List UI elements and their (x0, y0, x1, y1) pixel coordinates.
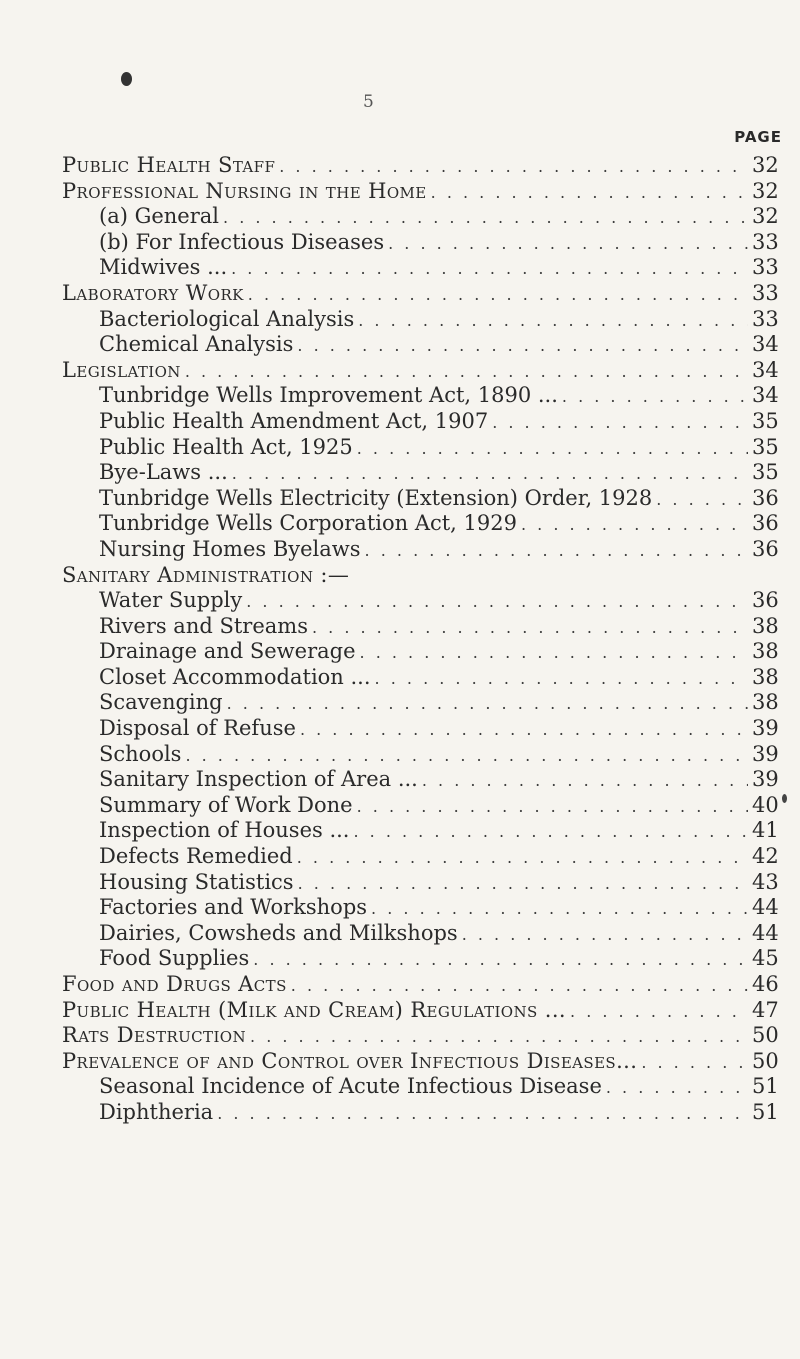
toc-entry-title: Closet Accommodation ... (99, 664, 371, 689)
toc-entry (62, 1100, 782, 1126)
toc-entry-title: Legislation (62, 357, 181, 382)
toc-entry (62, 204, 782, 230)
toc-entry-title: Sanitary Inspection of Area ... (99, 767, 418, 792)
toc-entry (62, 281, 782, 307)
toc-entry-page: 39 (752, 767, 779, 792)
toc-entry-title: (a) General (99, 204, 220, 229)
toc-entry (62, 358, 782, 384)
toc-entry-title: Tunbridge Wells Improvement Act, 1890 ... (99, 383, 558, 408)
toc-entry-page: 50 (752, 1048, 779, 1073)
toc-entry (62, 537, 782, 563)
toc-entry (62, 460, 782, 486)
toc-entry (62, 665, 782, 691)
toc-entry (62, 895, 782, 921)
dot-leader (279, 154, 748, 180)
toc-entry-page: 50 (752, 1023, 779, 1048)
dot-leader (422, 768, 748, 794)
toc-entry-title: Public Health Amendment Act, 1907 (99, 408, 489, 433)
toc-entry-page: 32 (752, 178, 779, 203)
toc-entry-title: Food and Drugs Acts (62, 972, 287, 996)
toc-entry-page: 46 (752, 972, 779, 996)
toc-entry (62, 332, 782, 358)
dot-leader (357, 436, 748, 462)
toc-entry-page: 38 (752, 664, 779, 689)
toc-entry-page: 51 (752, 1074, 779, 1099)
dot-leader (358, 308, 748, 334)
toc-entry-page: 39 (752, 741, 779, 766)
toc-entry (62, 716, 782, 742)
dot-leader (353, 819, 748, 845)
toc-entry (62, 946, 782, 972)
toc-entry (62, 972, 782, 998)
ink-blot-mark (121, 72, 132, 86)
toc-entry-title: Water Supply (99, 588, 243, 613)
toc-entry-page: 38 (752, 613, 779, 638)
dot-leader (232, 461, 748, 487)
toc-entry-title: Public Health Staff (62, 153, 276, 177)
dot-leader (217, 1101, 748, 1127)
toc-entry-title: Tunbridge Wells Corporation Act, 1929 (99, 511, 517, 536)
toc-entry (62, 998, 782, 1024)
dot-leader (570, 999, 748, 1025)
toc-entry-title: Laboratory Work (62, 280, 244, 305)
toc-entry-page: 36 (752, 511, 779, 536)
dot-leader (562, 384, 748, 410)
toc-entry-page: 41 (752, 818, 779, 843)
toc-entry-title: Food Supplies (99, 946, 250, 971)
dot-leader (641, 1050, 748, 1076)
toc-entry-title: Bacteriological Analysis (99, 306, 355, 331)
dot-leader (246, 589, 748, 615)
toc-entry-title: Prevalence of and Control over Infectious Diseases... (62, 1048, 638, 1073)
dot-leader (250, 1024, 748, 1050)
dot-leader (388, 231, 748, 257)
toc-entry-title: Tunbridge Wells Electricity (Extension) Order, 1928 (99, 485, 653, 510)
toc-entry (62, 767, 782, 793)
toc-entry (62, 921, 782, 947)
toc-entry (62, 1049, 782, 1075)
toc-entry-page: 36 (752, 536, 779, 561)
toc-entry-title: Public Health (Milk and Cream) Regulations ... (62, 997, 567, 1022)
toc-entry-page: 44 (752, 920, 779, 945)
toc-entry-page: 35 (752, 460, 779, 485)
toc-entry-title: Midwives ... (99, 255, 228, 280)
toc-entry-title: Seasonal Incidence of Acute Infectious Disease (99, 1074, 602, 1099)
dot-leader (253, 947, 748, 973)
toc-entry (62, 511, 782, 537)
toc-entry-page: 33 (752, 306, 779, 331)
dot-leader (227, 691, 748, 717)
ink-blot-mark-right (782, 794, 787, 803)
toc-entry-page: 40 (752, 792, 779, 817)
dot-leader (248, 282, 748, 308)
toc-entry-page: 32 (752, 153, 779, 177)
toc-entry-title: (b) For Infectious Diseases (99, 229, 385, 254)
dot-leader (297, 845, 748, 871)
toc-entry (62, 844, 782, 870)
dot-leader (371, 896, 748, 922)
toc-entry-page: 51 (752, 1099, 779, 1124)
dot-leader (365, 538, 748, 564)
toc-entry (62, 1023, 782, 1049)
toc-entry-page: 38 (752, 639, 779, 664)
dot-leader (492, 410, 748, 436)
toc-entry-page: 32 (752, 204, 779, 229)
dot-leader (185, 743, 748, 769)
dot-leader (312, 615, 748, 641)
toc-entry-page: 35 (752, 434, 779, 459)
toc-entry-page: 33 (752, 229, 779, 254)
toc-entry-page: 47 (752, 997, 779, 1022)
page-column-header: PAGE (734, 128, 782, 146)
dot-leader (231, 256, 748, 282)
dot-leader (431, 180, 748, 206)
dot-leader (656, 487, 748, 513)
toc-entry-page: 39 (752, 716, 779, 741)
toc-entry-title: Scavenging (99, 690, 223, 715)
toc-entry-page: 42 (752, 844, 779, 869)
toc-entry-page: 34 (752, 383, 779, 408)
toc-entry-page: 33 (752, 255, 779, 280)
dot-leader (462, 922, 748, 948)
dot-leader (223, 205, 748, 231)
toc-entry (62, 818, 782, 844)
toc-entry (62, 153, 782, 179)
toc-entry (62, 383, 782, 409)
toc-entry-title: Schools (99, 741, 182, 766)
dot-leader (521, 512, 748, 538)
toc-entry-title: Defects Remedied (99, 844, 293, 869)
toc-entry-page: 44 (752, 895, 779, 920)
toc-entry-page: 33 (752, 280, 779, 305)
toc-entry (62, 179, 782, 205)
dot-leader (298, 871, 748, 897)
toc-entry (62, 409, 782, 435)
toc-entry-page: 35 (752, 408, 779, 433)
toc-entry (62, 870, 782, 896)
toc-entry-title: Summary of Work Done (99, 792, 353, 817)
dot-leader (360, 640, 748, 666)
table-of-contents (62, 153, 782, 1126)
toc-entry (62, 1074, 782, 1100)
toc-entry-page: 43 (752, 869, 779, 894)
toc-entry-title: Housing Statistics (99, 869, 294, 894)
dot-leader (300, 717, 748, 743)
dot-leader (606, 1075, 748, 1101)
toc-entry-page: 36 (752, 588, 779, 613)
toc-entry-title: Factories and Workshops (99, 895, 368, 920)
toc-entry-page: 45 (752, 946, 779, 971)
toc-entry-title: Dairies, Cowsheds and Milkshops (99, 920, 458, 945)
toc-entry-title: Chemical Analysis (99, 332, 294, 357)
toc-entry-title: Rivers and Streams (99, 613, 308, 638)
dot-leader (297, 333, 748, 359)
toc-entry (62, 486, 782, 512)
toc-entry-title: Sanitary Administration :— (62, 562, 350, 587)
toc-entry (62, 793, 782, 819)
toc-entry-title: Professional Nursing in the Home (62, 178, 427, 203)
toc-entry (62, 230, 782, 256)
dot-leader (375, 666, 748, 692)
toc-entry-title: Nursing Homes Byelaws (99, 536, 361, 561)
toc-entry (62, 639, 782, 665)
toc-entry (62, 307, 782, 333)
toc-entry (62, 255, 782, 281)
dot-leader (291, 973, 748, 999)
toc-entry-title: Rats Destruction (62, 1023, 247, 1048)
toc-entry-title: Drainage and Sewerage (99, 639, 356, 664)
toc-entry-page: 36 (752, 485, 779, 510)
toc-entry (62, 690, 782, 716)
dot-leader (357, 794, 748, 820)
toc-entry-page: 34 (752, 332, 779, 357)
page-number: 5 (363, 92, 374, 112)
toc-entry-title: Inspection of Houses ... (99, 818, 350, 843)
toc-entry (62, 563, 782, 589)
toc-entry-title: Disposal of Refuse (99, 716, 296, 741)
toc-entry-title: Diphtheria (99, 1099, 214, 1124)
toc-entry-page: 38 (752, 690, 779, 715)
toc-entry-title: Public Health Act, 1925 (99, 434, 353, 459)
toc-entry (62, 588, 782, 614)
toc-entry (62, 435, 782, 461)
toc-entry (62, 614, 782, 640)
toc-entry-title: Bye-Laws ... (99, 460, 228, 485)
toc-entry (62, 742, 782, 768)
dot-leader (185, 359, 748, 385)
toc-entry-page: 34 (752, 357, 779, 382)
